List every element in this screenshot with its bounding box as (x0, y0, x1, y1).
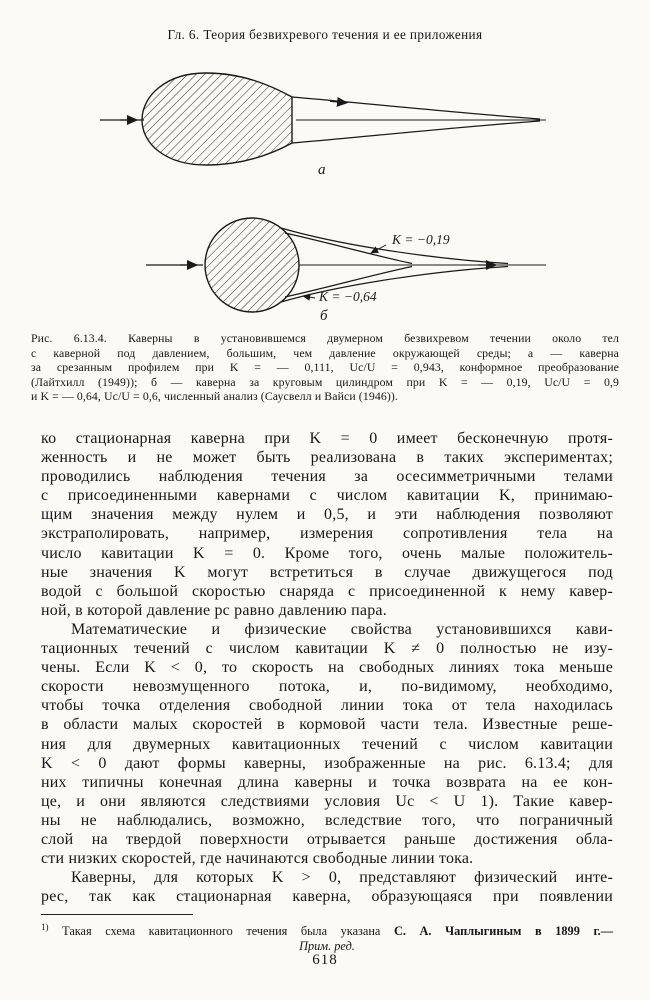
footnote (41, 920, 613, 954)
figure-6-13-4 (0, 58, 650, 330)
footnote-text-bold: С. А. Чаплыгиным в 1899 г.— (394, 924, 614, 939)
text-line: сти низких скоростей, где начинаются свободные линии тока. (41, 850, 474, 868)
figure-a (100, 73, 546, 178)
text-line: ной, в которой давление pc равно давлению пара. (41, 601, 387, 619)
text-line: чтобы точка отделения свободной линии тока от тела находилась (41, 697, 613, 715)
text-line: ния для двумерных кавитационных течений с числом кавитации (41, 735, 613, 753)
text-line: рес, так как стационарная каверна, образующаяся при появлении (41, 888, 613, 906)
cylinder-body (205, 218, 299, 312)
k-lower-pointer-arrow (303, 296, 315, 298)
text-line: проводились наблюдения течения за осесимметричными телами (41, 468, 613, 486)
running-head: Гл. 6. Теория безвихревого течения и ее приложения (167, 27, 483, 42)
text-line: в области малых скоростей в кормовой части тела. Известные реше- (41, 716, 613, 734)
page-number: 618 (312, 952, 338, 968)
text-line: экстраполировать, например, измерения сопротивления тела на (41, 525, 613, 543)
large-cavity-lower-boundary (281, 267, 508, 303)
paragraph-2 (41, 620, 613, 868)
text-line: число кавитации K = 0. Кроме того, очень малые положитель- (41, 544, 613, 562)
cavity-lower-boundary-a (292, 121, 540, 143)
body-text (41, 429, 613, 906)
paragraph-3 (41, 868, 613, 906)
text-line: тационных течений с числом кавитации K ≠ 0 полностью не изу- (41, 640, 613, 658)
figure-b (146, 218, 546, 324)
caption-line: и K = — 0,64, Uc/U = 0,6, численный анализ (Саусвелл и Вайси (1946)). (31, 389, 398, 404)
figure-a-label: а (318, 162, 326, 178)
footnote-attribution: Прим. ред. (299, 939, 355, 954)
text-line: це, и они являются следствиями условия Uc < U 1). Такие кавер- (41, 792, 613, 810)
text-line: Математические и физические свойства установившихся кави- (71, 620, 613, 638)
caption-line: (Лайтхилл (1949)); б — каверна за круговым цилиндром при K = — 0,19, Uc/U = 0,9 (31, 374, 619, 389)
text-line: них типичны конечная длина каверны и точка возврата на ее кон- (41, 773, 613, 791)
caption-line: с каверной под давлением, большим, чем давление окружающей среды; а — каверна (31, 345, 619, 360)
k-upper-label: K = −0,19 (392, 232, 450, 247)
text-line: щим значения между нулем и 0,5, и эти наблюдения позволяют (41, 506, 613, 524)
text-line: ные значения K могут встретиться в случае движущегося под (41, 563, 613, 581)
text-line: слой на твердой поверхности отрывается раньше достижения обла- (41, 830, 613, 848)
k-lower-label: K = −0,64 (319, 289, 377, 304)
truncated-body-profile (142, 73, 292, 165)
caption-line: Рис. 6.13.4. Каверны в установившемся двумерном безвихревом течении около тел (31, 331, 619, 345)
footnote-rule (41, 914, 193, 915)
footnote-line (41, 920, 613, 939)
k-upper-pointer-arrow (371, 245, 386, 253)
text-line: K < 0 дают формы каверны, изображенные на рис. 6.13.4; для (41, 754, 613, 772)
footnote-marker: 1) (41, 922, 49, 932)
footnote-text: Такая схема кавитационного течения была указана (62, 924, 381, 939)
text-line: чены. Если K < 0, то скорость на свободных линиях тока меньше (41, 659, 613, 677)
caption-line: за срезанным профилем при K = — 0,111, Uc/U = 0,943, конформное преобразование (31, 360, 619, 375)
text-line: ны не наблюдались, возможно, вследствие того, что пограничный (41, 811, 613, 829)
text-line: Каверны, для которых K > 0, представляют физический инте- (71, 869, 613, 887)
text-line: скорости невозмущенного потока, и, по-видимому, необходимо, (41, 678, 613, 696)
figure-b-label: б (320, 308, 328, 324)
paragraph-1 (41, 429, 613, 620)
text-line: с присоединенными кавернами с числом кавитации K, принимаю- (41, 487, 613, 505)
text-line: ко стационарная каверна при K = 0 имеет бесконечную протя- (41, 430, 613, 447)
text-line: водой с большой скоростью снаряда с присоединенной к нему кавер- (41, 582, 613, 600)
text-line: женность и не может быть реализована в таких экспериментах; (41, 449, 613, 467)
cavity-upper-boundary-a (292, 97, 540, 119)
figure-caption (31, 331, 619, 404)
